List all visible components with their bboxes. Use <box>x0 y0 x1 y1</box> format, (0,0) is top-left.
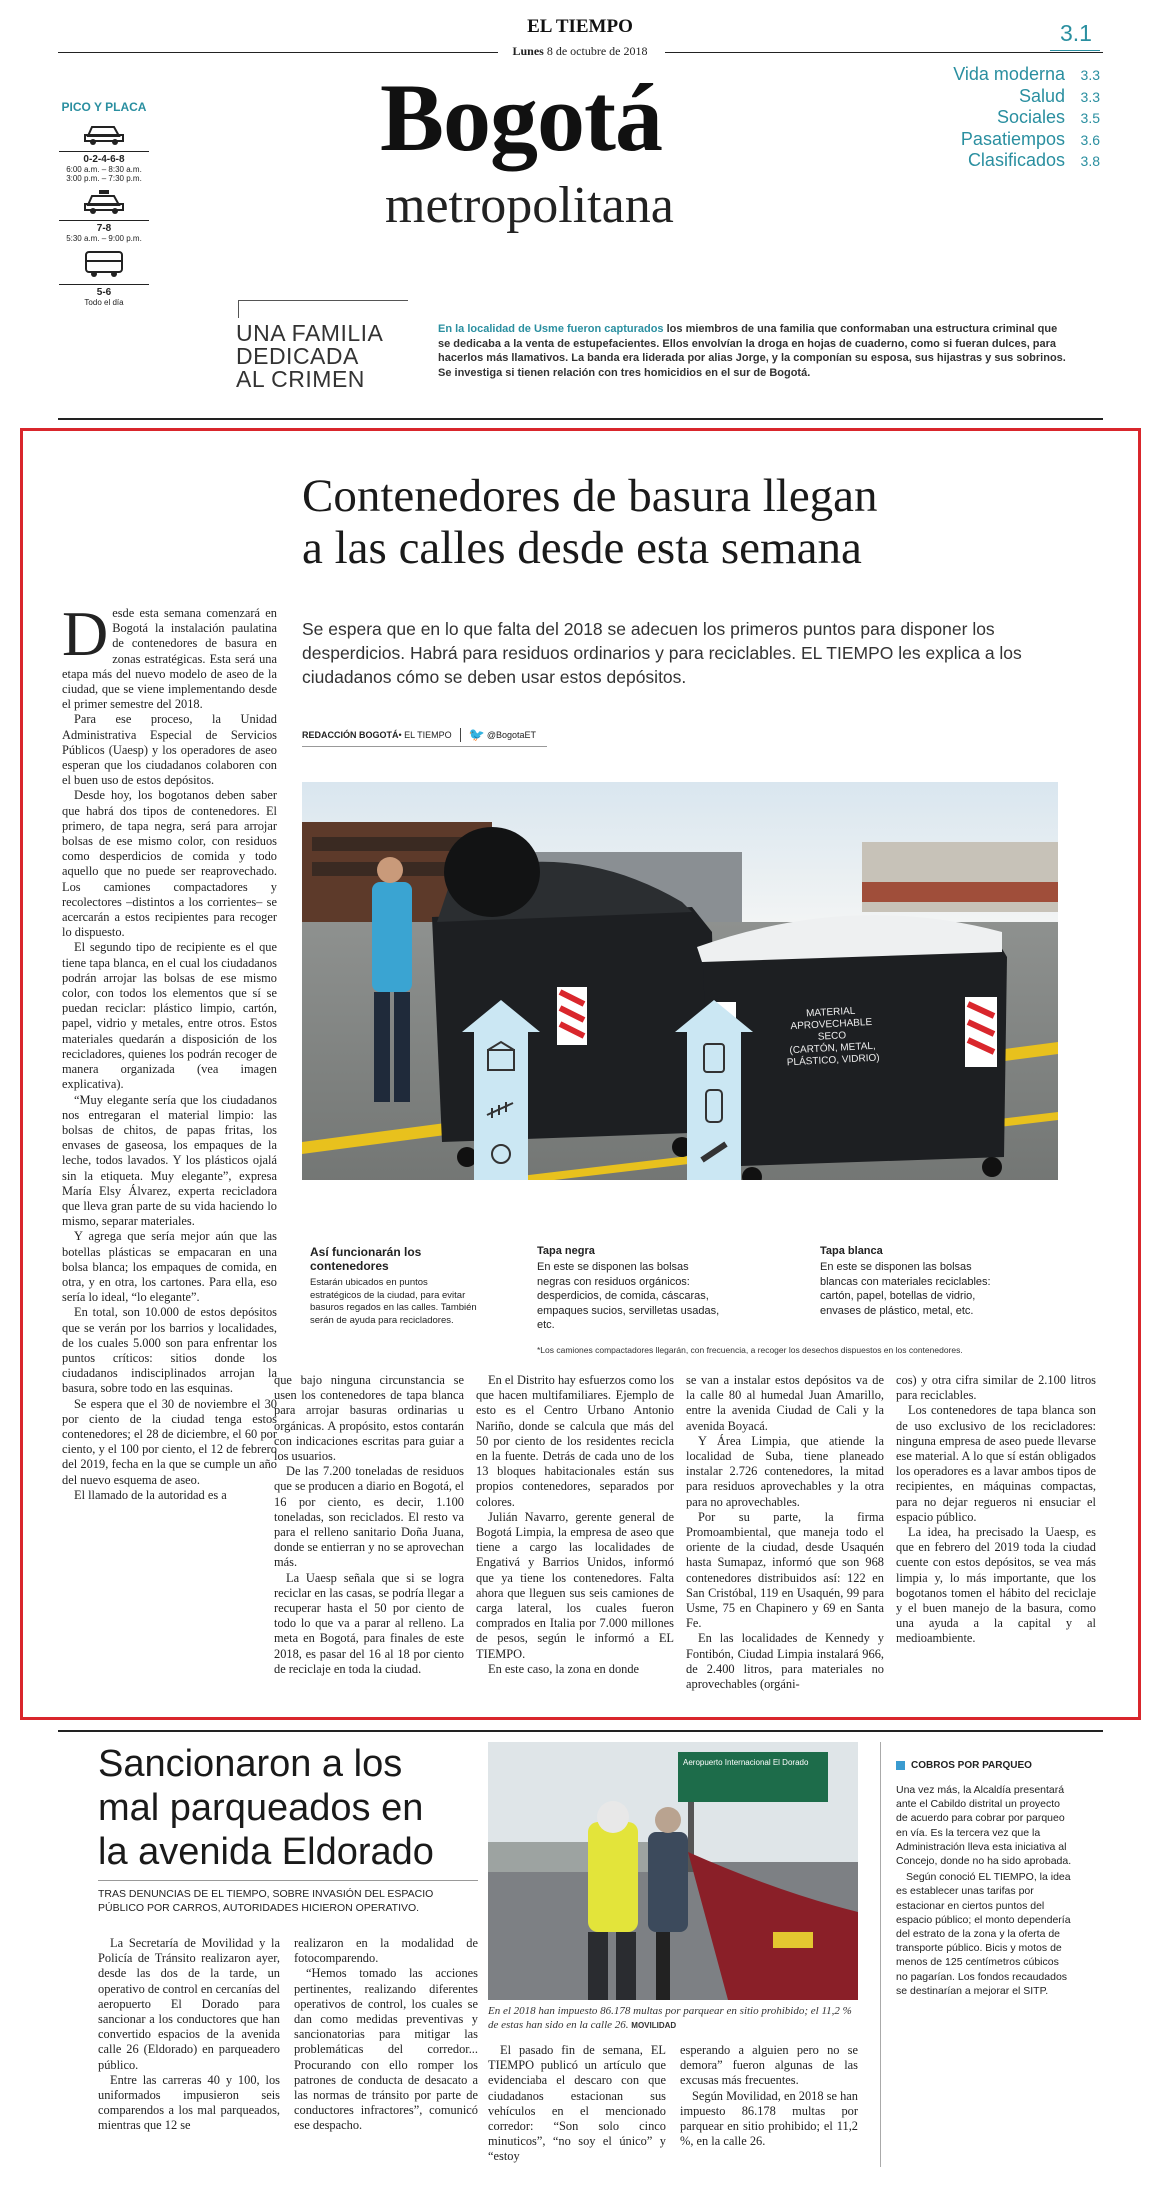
section-subtitle: metropolitana <box>385 177 674 234</box>
taxi-icon <box>82 189 126 215</box>
index-item[interactable]: Salud 3.3 <box>1018 85 1100 106</box>
newspaper-name: EL TIEMPO <box>527 16 633 37</box>
bottom-deck-rule <box>98 1880 478 1881</box>
bus-hours: Todo el día <box>84 298 124 307</box>
teaser-text[interactable]: En la localidad de Usme fueron capturados los miembros de una familia que conformaban una estructura criminal que se dedicaba a la venta de estupefacientes. Ellos envolvían la droga en hojas de cuaderno, como si fueran dulces, para hacerlos más llamativos. La banda era liderada por alias Jorge, y la componían su esposa, sus hijastras y sus sobrinos. Se investiga si tienen relación con tres homicidios en el sur de Bogotá. <box>438 323 1066 379</box>
bottom-column-2: realizaron en la modalidad de fotocomparendo. “Hemos tomado las acciones pertinentes, realizando diferentes operativos de control, los cuales se dan como medidas preventivas y sancionatorias para mitigar las problemáticas del corredor... Procurando con ello romper los patrones de conducta de desacato a las normas de tránsito por parte de conductores infractores”, comunicó ese despacho. <box>294 1936 478 2133</box>
main-headline: Contenedores de basura llegan a las calles desde esta semana <box>302 470 878 574</box>
twitter-icon: 🐦 <box>468 727 485 742</box>
bottom-deck: TRAS DENUNCIAS DE EL TIEMPO, SOBRE INVASIÓN DEL ESPACIO PÚBLICO POR CARROS, AUTORIDADES HICIERON OPERATIVO. <box>98 1888 434 1914</box>
main-column-5: cos) y otra cifra similar de 2.100 litros para reciclables. Los contenedores de tapa blanca son de uso exclusivo de los recicladores: ninguna empresa de aseo puede llevarse ese material. A lo que sí están obligados los operadores es a lavar ambos tipos de recipientes, en máquinas compactas, para no dejar regueros ni ensuciar el espacio público. La idea, ha precisado la Uaesp, es que en febrero del 2019 toda la ciudad cuente con estos depósitos, se vea más limpia y, lo más importante, que los bogotanos tomen el hábito del reciclaje y el buen manejo de la basura, como una ayuda a la capital y al medioambiente. <box>896 1373 1096 1646</box>
square-icon <box>896 1761 905 1770</box>
road-sign-text: Aeropuerto Internacional El Dorado <box>683 1758 809 1767</box>
infographic-black-lid: Tapa negra En este se disponen las bolsas negras con residuos orgánicos: desperdicios, de comida, cáscaras, empaques sucios, servilletas usadas, etc. <box>537 1245 720 1331</box>
main-photo <box>302 782 1058 1242</box>
car-hours: 6:00 a.m. – 8:30 a.m. <box>66 165 142 174</box>
teaser-corner <box>238 300 239 318</box>
section-title: Bogotá <box>380 64 662 171</box>
bus-icon <box>82 249 126 279</box>
page-number: 3.1 <box>1060 20 1092 46</box>
main-deck: Se espera que en lo que falta del 2018 se adecuen los primeros puntos para disponer los desperdicios. Habrá para residuos ordinarios y para reciclables. EL TIEMPO les explica a los ciudadanos cómo se deben usar estos depósitos. <box>302 619 1022 687</box>
masthead-rule-left <box>58 52 498 53</box>
infographic-footnote: *Los camiones compactadores llegarán, con frecuencia, a recoger los desechos dispuestos en los contenedores. <box>537 1345 963 1355</box>
main-column-4: se van a instalar estos depósitos va de la calle 80 al humedal Juan Amarillo, entre la avenida Ciudad de Cali y la avenida Boyacá. Y Área Limpia, que atiende la localidad de Suba, tiene planeado instalar 2.726 contenedores, la mitad para residuos aprovechables y la otra para no aprovechables. Por su parte, la firma Promoambiental, que maneja todo el oriente de la ciudad, desde Usaquén hasta Sumapaz, informó que son 968 contenedores distribuidos así: 122 en San Cristóbal, 119 en Usaquén, 99 para Usme, 75 en Chapinero y 69 en Santa Fe. En las localidades de Kennedy y Fontibón, Ciudad Limpia instalará 966, de 2.400 litros, para materiales no aprovechables (orgáni- <box>686 1373 884 1691</box>
pico-placa-box <box>55 100 153 307</box>
taxi-hours: 5:30 a.m. – 9:00 p.m. <box>66 234 142 243</box>
taxi-digits: 7-8 <box>96 223 112 234</box>
index-item[interactable]: Sociales 3.5 <box>996 107 1100 127</box>
parking-sidebar: COBROS POR PARQUEO Una vez más, la Alcaldía presentará ante el Cabildo distrital un proyecto de acuerdo para cobrar por parqueo en vía. Es la tercera vez que la Administración lleva esta iniciativa al Concejo, donde no ha sido aprobada. Según conoció EL TIEMPO, la idea es establecer unas tarifas por estacionar en ciertos puntos del espacio público; el monto dependería del estrato de la zona y la oferta de transporte público. Bicis y motos de menos de 125 centímetros cúbicos no pagarían. Los fondos recaudados se destinarían a mejorar el SITP. <box>896 1760 1072 1997</box>
containers-photo <box>302 782 1058 1242</box>
drop-cap: D <box>62 606 109 669</box>
bottom-column-3: El pasado fin de semana, EL TIEMPO publicó un artículo que evidenciaba el descaro con que ciudadanos estacionan sus vehículos en el mencionado corredor: “Son solo cinco minuticos”, “no soy el único” y “estoy <box>488 2043 666 2164</box>
infographic-white-lid: Tapa blanca En este se disponen las bolsas blancas con materiales reciclables: cartón, papel, botellas de vidrio, envases de plástico, metal, etc. <box>820 1245 991 1317</box>
main-byline: REDACCIÓN BOGOTÁ • EL TIEMPO 🐦 @BogotaET <box>302 727 537 742</box>
section-rule <box>58 418 1103 420</box>
teaser-title: UNA FAMILIA DEDICADA AL CRIMEN <box>236 320 384 392</box>
main-column-3: En el Distrito hay esfuerzos como los que hacen multifamiliares. Ejemplo de esto es el Centro Urbano Antonio Nariño, donde se calcula que más del 50 por ciento de los residentes recicla en la fuente. Detrás de cada uno de los 13 bloques habitacionales están sus propios contenedores, separados por colores. Julián Navarro, gerente general de Bogotá Limpia, la empresa de aseo que tiene a cargo las localidades de Engativá y Barrios Unidos, informó que ya tiene los contenedores. Falta ahora que lleguen sus seis camiones de carga lateral, los cuales fueron comprados en Italia por 7.000 millones de pesos, según le informó a EL TIEMPO. En este caso, la zona en donde <box>476 1373 674 1676</box>
main-column-1: D esde esta semana comenzará en Bogotá la instalación paulatina de contenedores de basura en zonas estratégicas. Esta será una etapa más del nuevo modelo de aseo de la ciudad, que se viene implementando desde el primer semestre del 2018. Para ese proceso, la Unidad Administrativa Especial de Servicios Públicos (Uaesp) y los operadores de aseo esperan que los ciudadanos colaboren con el buen uso de estos depósitos. Desde hoy, los bogotanos deben saber que habrá dos tipos de contenedores. El primero, de tapa negra, será para arrojar bolsas de ese mismo color, con residuos como desperdicios de comida y todo aquello que no puede ser reaprovechado. Los camiones compactadores y recolectores –distintos a los corrientes– se acercarán a estos recipientes para recoger lo dispuesto. El segundo tipo de recipiente es el que tiene tapa blanca, en el cual los ciudadanos podrán arrojar las bolsas de ese mismo color, con todos los elementos que sí se puedan reciclar: plástico limpio, cartón, papel, vidrio y metales, entre otros. Estos materiales quedarán a disposición de los recicladores, quienes los podrán recoger de manera organizada (vea imagen explicativa). “Muy elegante sería que los ciudadanos nos entregaran el material limpio: las bolsas de chitos, de papas fritas, los envases de gaseosa, los empaques de la leche, todos lavados. Y los plásticos ojalá sin la etiqueta. Muy elegante”, expresa María Elsy Álvarez, experta recicladora que lleva gran parte de su vida haciendo lo mismo, separar materiales. Y agrega que sería mejor aún que las botellas plásticas se empacaran en una bolsa blanca; los empaques de comida, en otra, y en otra, los cartones. Para ella, eso sería lo ideal, “lo elegante”. En total, son 10.000 de estos depósitos que se verán por los barrios y localidades, de los cuales 5.000 son para enfrentar los puntos críticos: sitios donde los ciudadanos indisciplinados arrojan la basura, sobre todo en las esquinas. Se espera que el 30 de noviembre el 30 por ciento de la ciudad tenga estos contenedores; el 28 de diciembre, el 60 por ciento, y el 100 por ciento, el 12 de febrero del 2019, fecha en la que se cumple un año del nuevo esquema de aseo. El llamado de la autoridad es a <box>62 606 277 1502</box>
parking-photo <box>488 1742 858 2000</box>
sidebar-divider <box>880 1742 881 2167</box>
car-icon <box>82 120 126 146</box>
bin-label: MATERIAL APROVECHABLE SECO (CARTÓN, METAL, PLÁSTICO, VIDRIO) <box>786 1005 880 1069</box>
sidebar-title: COBROS POR PARQUEO <box>896 1760 1072 1771</box>
bottom-rule <box>58 1730 1103 1732</box>
twitter-handle[interactable]: @BogotaET <box>486 730 537 740</box>
page-number-rule <box>1050 50 1100 51</box>
teaser-rule <box>238 300 408 301</box>
main-column-2: que bajo ninguna circunstancia se usen los contenedores de tapa blanca para arrojar basuras ordinarias u orgánicas. A propósito, estos contarán con indicaciones escritas para guiar a los usuarios. De las 7.200 toneladas de residuos que se producen a diario en Bogotá, el 16 por ciento, es decir, 1.100 toneladas, son reciclados. El resto va para el relleno sanitario Doña Juana, donde se entierran y no se aprovechan más. La Uaesp señala que si se logra reciclar en las casas, se podría llegar a recuperar hasta el 50 por ciento de todo lo que va a parar al relleno. La meta en Bogotá, para finales de este 2018, es pasar del 16 al 18 por ciento de reciclaje en toda la ciudad. <box>274 1373 464 1676</box>
index-item[interactable]: Pasatiempos 3.6 <box>960 128 1100 149</box>
traffic-police-photo <box>488 1742 858 2000</box>
byline-rule <box>302 746 547 747</box>
parking-photo-caption: En el 2018 han impuesto 86.178 multas por parquear en sitio prohibido; el 11,2 % de estas han sido en la calle 26. MOVILIDAD <box>488 2005 852 2031</box>
bus-digits: 5-6 <box>96 287 112 298</box>
pico-placa-title: PICO Y PLACA <box>61 100 147 114</box>
section-index <box>880 64 1100 172</box>
car-digits: 0-2-4-6-8 <box>83 154 125 165</box>
index-item[interactable]: Clasificados 3.8 <box>967 150 1100 170</box>
index-item[interactable]: Vida moderna 3.3 <box>953 64 1100 84</box>
page-date: Lunes 8 de octubre de 2018 <box>512 44 648 58</box>
bottom-column-1: La Secretaría de Movilidad y la Policía de Tránsito realizaron ayer, desde las dos de la tarde, un operativo de control en cercanías del aeropuerto El Dorado para sancionar a los conductores que han convertido espacios de la avenida calle 26 (Eldorado) en parqueadero público. Entre las carreras 40 y 100, los uniformados impusieron seis comparendos a los mal parqueados, mientras que 12 se <box>98 1936 280 2133</box>
car-hours-2: 3:00 p.m. – 7:30 p.m. <box>66 174 142 183</box>
masthead-rule-right <box>665 52 1103 53</box>
bottom-headline: Sancionaron a los mal parqueados en la avenida Eldorado <box>98 1743 434 1873</box>
bottom-column-4: esperando a alguien pero no se demora” fueron algunas de las excusas más frecuentes. Según Movilidad, en 2018 se han impuesto 86.178 multas por parquear en sitio prohibido; el 11,2 %, en la calle 26. <box>680 2043 858 2149</box>
infographic-intro: Así funcionarán los contenedores Estarán ubicados en puntos estratégicos de la ciudad, para evitar basuros regados en las calles. También serán de ayuda para recicladores. <box>310 1245 477 1326</box>
